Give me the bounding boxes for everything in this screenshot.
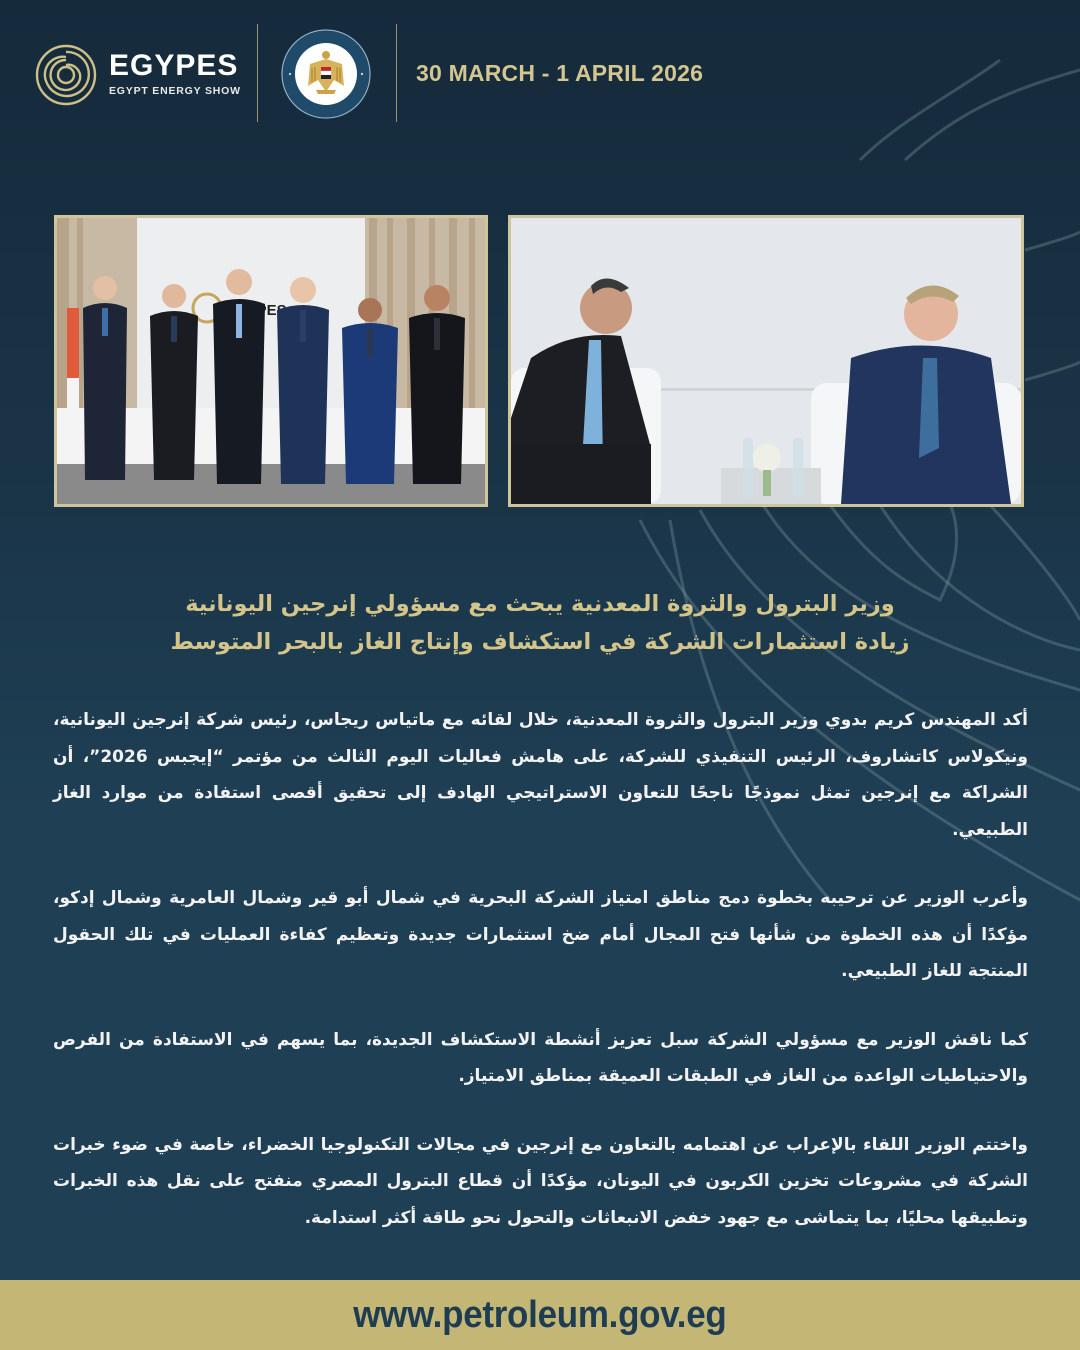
meeting-photo-image — [511, 218, 1021, 504]
headline — [60, 585, 1020, 661]
gold-spiral-rings-icon — [34, 43, 98, 107]
paragraph-4: واختتم الوزير اللقاء بالإعراب عن اهتمامه بالتعاون مع إنرجين في مجالات التكنولوجيا الخضراء، خاصة في ضوء خبرات الشركة في مشروعات تخزين الكربون في اليونان، مؤكدًا أن قطاع البترول المصري منفتح على نقل هذه الخبرات وتطبيقها محليًا، بما يتماشى مع جهود خفض الانبعاثات والتحول نحو طاقة أكثر استدامة. — [53, 1134, 1028, 1228]
brand-title: EGYPES — [109, 49, 239, 82]
paragraph-3: كما ناقش الوزير مع مسؤولي الشركة سبل تعزيز أنشطة الاستكشاف الجديدة، بما يسهم في الاستفادة من الفرص والاحتياطيات الواعدة من الغاز في الطبقات العميقة بمناطق الامتياز. — [53, 1029, 1028, 1086]
header — [0, 0, 1080, 150]
eagle-of-saladin-seal-icon — [280, 28, 372, 120]
paragraph-1: أكد المهندس كريم بدوي وزير البترول والثروة المعدنية، خلال لقائه مع ماتياس ريجاس، رئيس شركة إنرجين اليونانية، ونيكولاس كاتشاروف، الرئيس التنفيذي للشركة، على هامش فعاليات اليوم الثالث من مؤتمر “إيجبس 2026”، أن الشراكة مع إنرجين تمثل نموذجًا ناجحًا للتعاون الاستراتيجي الهادف إلى تحقيق أقصى استفادة من موارد الغاز الطبيعي. — [53, 710, 1028, 840]
meeting-photo — [508, 215, 1024, 507]
ministry-name-en — [0, 0, 1, 1]
group-photo — [54, 215, 488, 507]
article-body — [53, 702, 1028, 1268]
website-link[interactable]: www.petroleum.gov.eg — [353, 1293, 727, 1336]
header-divider — [257, 24, 258, 122]
footer-band — [0, 1280, 1080, 1350]
ministry-name-ar — [0, 0, 1, 1]
header-divider — [396, 24, 397, 122]
brand-subtitle: EGYPT ENERGY SHOW — [109, 85, 241, 97]
paragraph-2: وأعرب الوزير عن ترحيبه بخطوة دمج مناطق امتياز الشركة البحرية في شمال أبو قير وشمال العامرية وشمال إدكو، مؤكدًا أن هذه الخطوة من شأنها فتح المجال أمام ضخ استثمارات جديدة وتعظيم كفاءة العمليات في تلك الحقول المنتجة للغاز الطبيعي. — [53, 888, 1028, 981]
group-photo-image — [57, 218, 485, 504]
headline-line-2: زيادة استثمارات الشركة في استكشاف وإنتاج الغاز بالبحر المتوسط — [170, 629, 910, 655]
event-date: 30 MARCH - 1 APRIL 2026 — [416, 60, 704, 86]
headline-line-1: وزير البترول والثروة المعدنية يبحث مع مسؤولي إنرجين اليونانية — [185, 591, 895, 617]
